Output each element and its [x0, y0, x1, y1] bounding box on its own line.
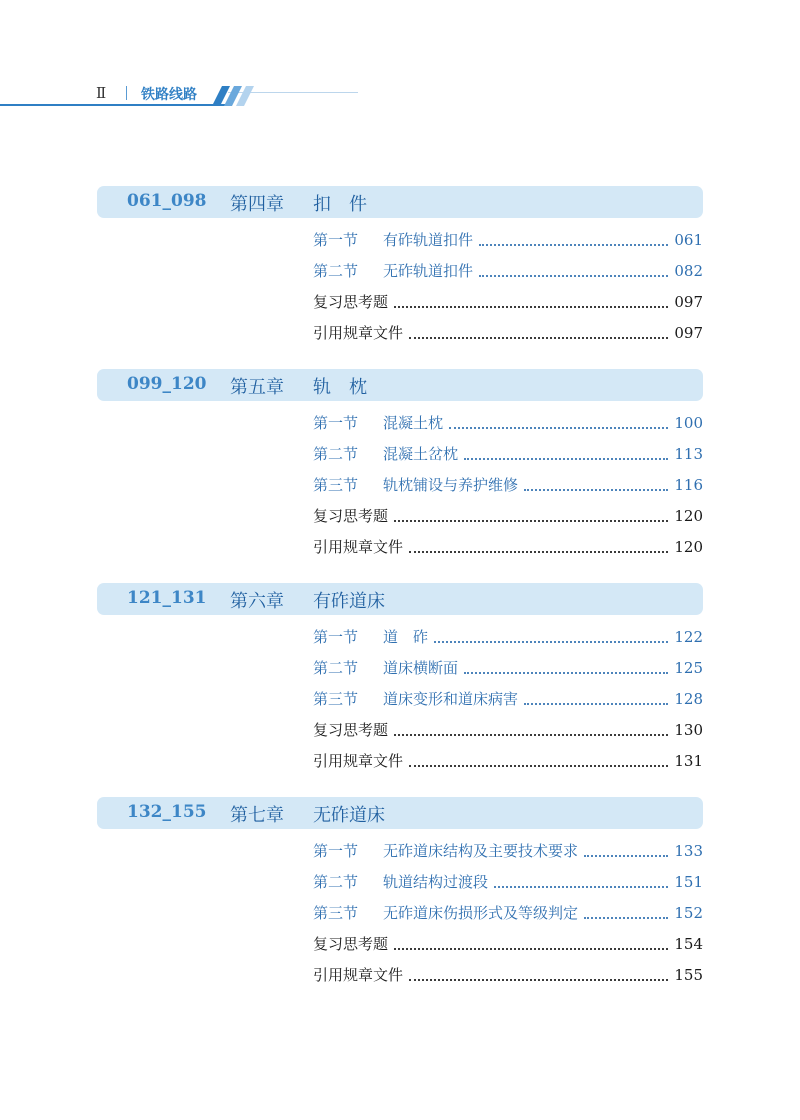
toc-entry[interactable] [313, 959, 703, 990]
toc-entry[interactable] [313, 714, 703, 745]
chapter-block [97, 369, 703, 562]
toc-entry[interactable] [313, 407, 703, 438]
section-title: 引用规章文件 [313, 966, 404, 984]
section-label: 第一节 [313, 414, 359, 432]
chapter-header-bar [97, 186, 703, 218]
chapter-title: 扣 件 [313, 194, 367, 215]
page-ref: 097 [674, 323, 703, 342]
leader-dots [409, 337, 668, 339]
section-title: 混凝土枕 [383, 414, 444, 432]
chapter-block [97, 797, 703, 990]
toc-entry[interactable] [313, 500, 703, 531]
toc-entry[interactable] [313, 835, 703, 866]
section-title: 无砟轨道扣件 [383, 262, 474, 280]
section-title: 道 砟 [383, 628, 429, 646]
section-label: 第三节 [313, 690, 359, 708]
leader-dots [464, 458, 668, 460]
page-ref: 125 [674, 658, 703, 677]
toc-entry[interactable] [313, 866, 703, 897]
chapter-number: 第六章 [230, 591, 284, 612]
page-ref: 130 [674, 720, 703, 739]
chapter-header-bar [97, 797, 703, 829]
leader-dots [449, 427, 668, 429]
section-title: 轨枕铺设与养护维修 [383, 476, 519, 494]
section-title: 复习思考题 [313, 507, 389, 525]
leader-dots [479, 244, 668, 246]
page-ref: 155 [674, 965, 703, 984]
section-label: 第二节 [313, 659, 359, 677]
leader-dots [434, 641, 668, 643]
section-label: 第三节 [313, 476, 359, 494]
page-ref: 133 [674, 841, 703, 860]
section-title: 复习思考题 [313, 935, 389, 953]
page-ref: 082 [674, 261, 703, 280]
section-title: 复习思考题 [313, 721, 389, 739]
section-title: 道床横断面 [383, 659, 459, 677]
page-number: Ⅱ [96, 84, 107, 102]
page-ref: 122 [674, 627, 703, 646]
chapter-header-bar [97, 583, 703, 615]
section-label: 第一节 [313, 842, 359, 860]
section-title: 轨道结构过渡段 [383, 873, 489, 891]
leader-dots [409, 765, 668, 767]
chapter-block [97, 583, 703, 776]
section-title: 混凝土岔枕 [383, 445, 459, 463]
section-title: 引用规章文件 [313, 324, 404, 342]
book-title: 铁路线路 [141, 87, 197, 103]
leader-dots [584, 855, 668, 857]
page-ref: 120 [674, 506, 703, 525]
page-ref: 131 [674, 751, 703, 770]
chapter-header-bar [97, 369, 703, 401]
toc-entry[interactable] [313, 652, 703, 683]
leader-dots [394, 948, 668, 950]
toc-entry[interactable] [313, 928, 703, 959]
chapter-title: 有砟道床 [313, 591, 385, 612]
chapter-page-range: 099_120 [127, 374, 207, 394]
section-title: 复习思考题 [313, 293, 389, 311]
chapter-block [97, 186, 703, 348]
section-label: 第一节 [313, 231, 359, 249]
section-label: 第二节 [313, 445, 359, 463]
chapter-page-range: 132_155 [127, 802, 207, 822]
toc-entry[interactable] [313, 286, 703, 317]
section-label: 第三节 [313, 904, 359, 922]
section-title: 引用规章文件 [313, 538, 404, 556]
chapter-number: 第四章 [230, 194, 284, 215]
section-title: 道床变形和道床病害 [383, 690, 519, 708]
chapter-page-range: 121_131 [127, 588, 207, 608]
page-ref: 128 [674, 689, 703, 708]
page-ref: 097 [674, 292, 703, 311]
page-ref: 151 [674, 872, 703, 891]
chapter-number: 第七章 [230, 805, 284, 826]
toc-entry[interactable] [313, 255, 703, 286]
toc-entry[interactable] [313, 683, 703, 714]
leader-dots [494, 886, 668, 888]
page-ref: 116 [674, 475, 703, 494]
page-ref: 152 [674, 903, 703, 922]
leader-dots [524, 489, 668, 491]
chapter-title: 轨 枕 [313, 377, 367, 398]
chapter-number: 第五章 [230, 377, 284, 398]
page-ref: 100 [674, 413, 703, 432]
leader-dots [479, 275, 668, 277]
page-ref: 061 [674, 230, 703, 249]
leader-dots [524, 703, 668, 705]
toc-entry[interactable] [313, 469, 703, 500]
toc-entry[interactable] [313, 224, 703, 255]
section-title: 无砟道床伤损形式及等级判定 [383, 904, 579, 922]
leader-dots [409, 551, 668, 553]
section-title: 有砟轨道扣件 [383, 231, 474, 249]
page-ref: 154 [674, 934, 703, 953]
header-separator [126, 86, 127, 100]
section-title: 引用规章文件 [313, 752, 404, 770]
toc-entry[interactable] [313, 317, 703, 348]
header-stripes-decoration [204, 86, 264, 106]
leader-dots [584, 917, 668, 919]
section-title: 无砟道床结构及主要技术要求 [383, 842, 579, 860]
toc-entry[interactable] [313, 745, 703, 776]
chapter-title: 无砟道床 [313, 805, 385, 826]
section-label: 第二节 [313, 873, 359, 891]
section-label: 第一节 [313, 628, 359, 646]
chapter-page-range: 061_098 [127, 191, 207, 211]
toc-entry[interactable] [313, 897, 703, 928]
page-ref: 120 [674, 537, 703, 556]
leader-dots [394, 734, 668, 736]
section-label: 第二节 [313, 262, 359, 280]
leader-dots [464, 672, 668, 674]
toc-entry[interactable] [313, 531, 703, 562]
page-ref: 113 [674, 444, 703, 463]
leader-dots [394, 520, 668, 522]
toc-entry[interactable] [313, 621, 703, 652]
leader-dots [409, 979, 668, 981]
header-rule [0, 104, 228, 106]
leader-dots [394, 306, 668, 308]
toc-entry[interactable] [313, 438, 703, 469]
